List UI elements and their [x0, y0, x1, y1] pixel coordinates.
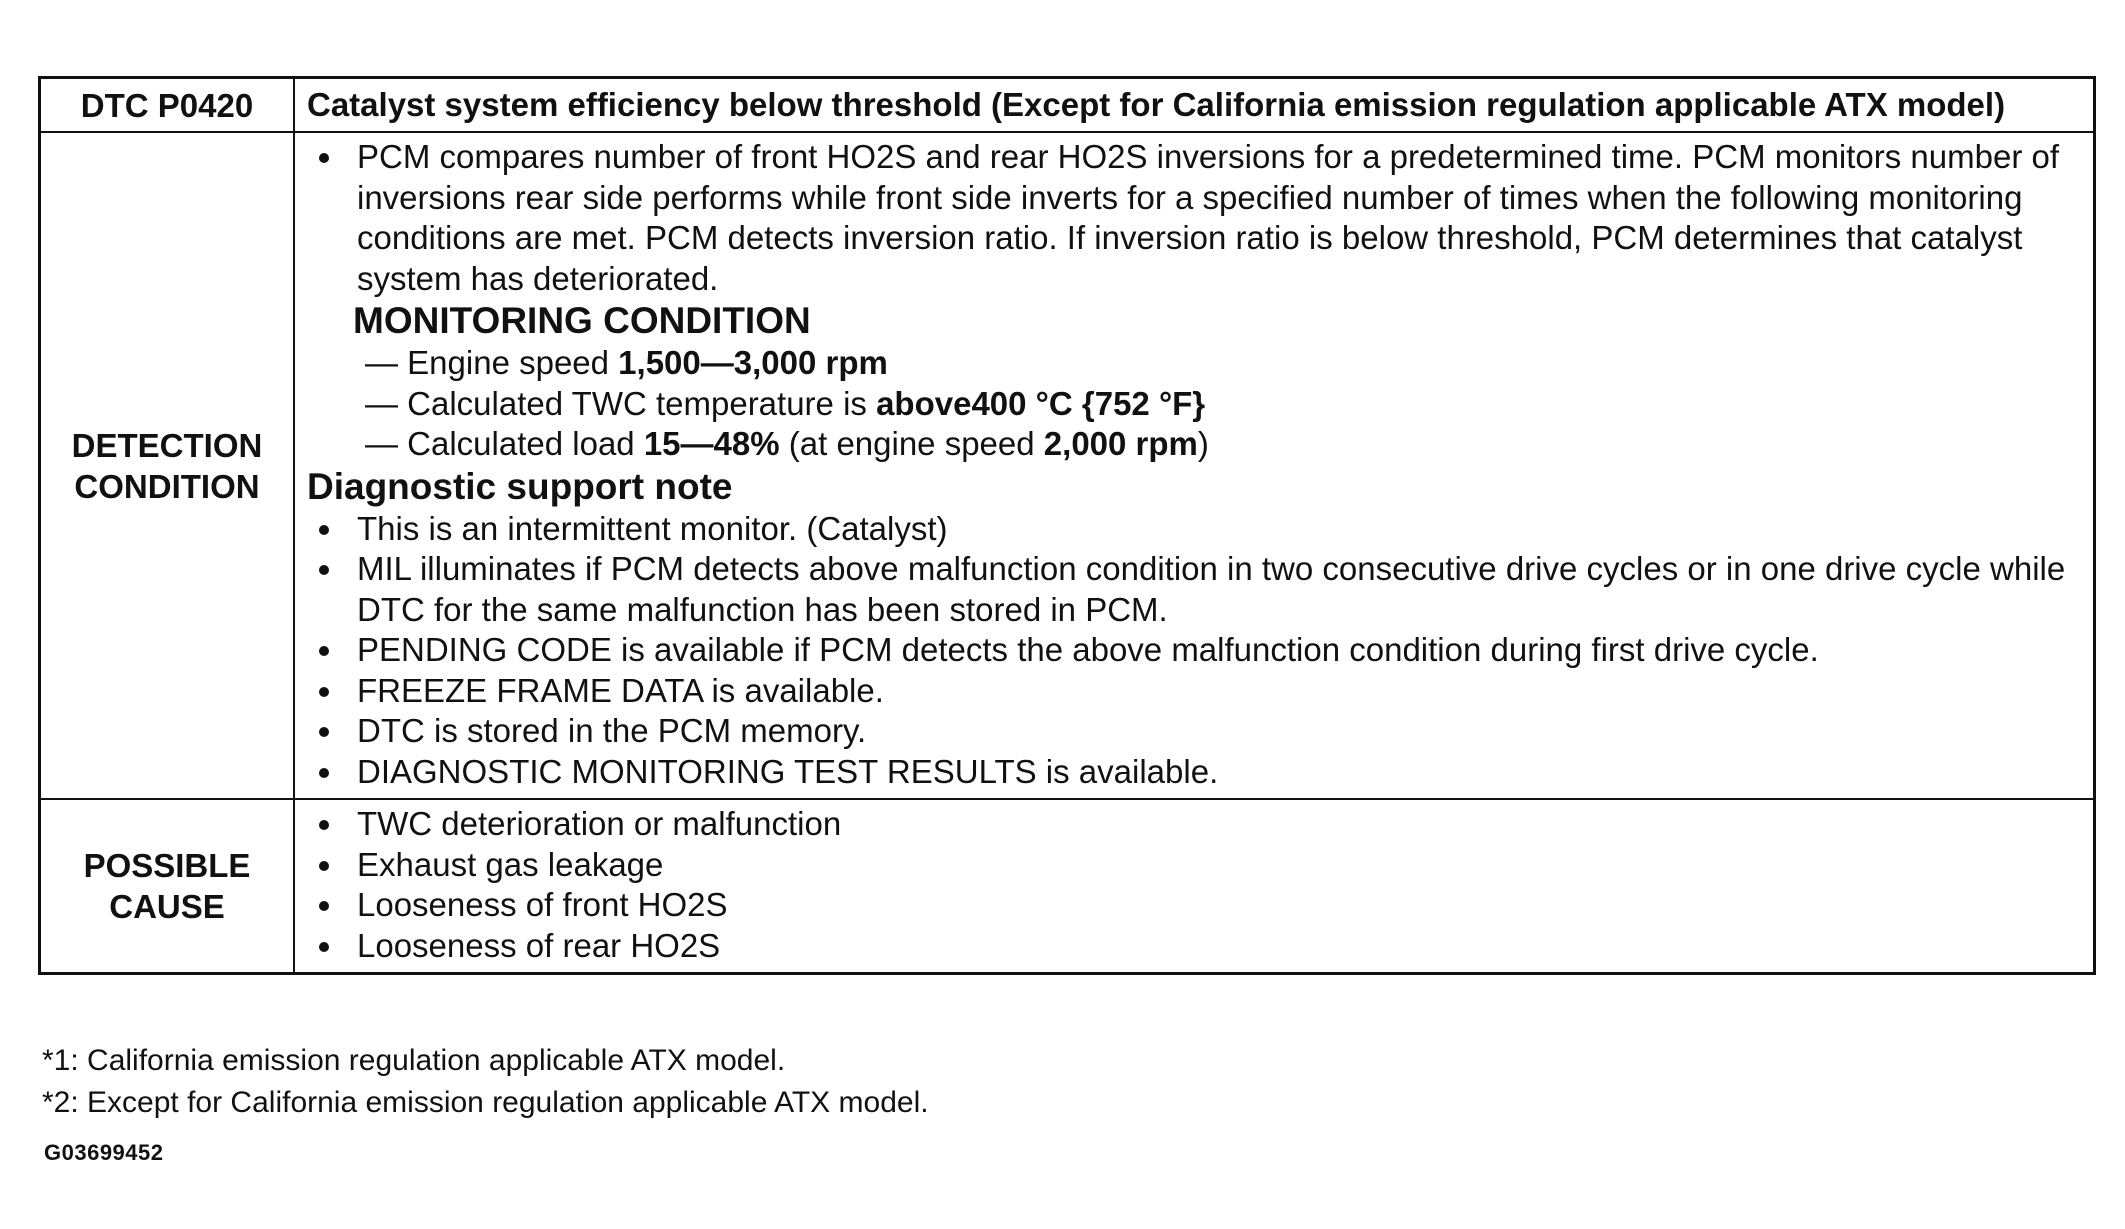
possible-cause-label: POSSIBLE CAUSE — [40, 799, 295, 974]
possible-cause-content — [294, 799, 2095, 974]
support-note-heading: Diagnostic support note — [307, 465, 733, 507]
dtc-code: DTC P0420 — [80, 86, 254, 124]
support-note-item: PENDING CODE is available if PCM detects the above malfunction condition during first drive cycle. — [307, 630, 2079, 671]
figure-id: G03699452 — [44, 1140, 164, 1165]
monitoring-line-load: — Calculated load 15—48% (at engine speed 2,000 rpm) — [365, 425, 1209, 462]
dtc-code-cell — [40, 78, 295, 133]
cause-item: TWC deterioration or malfunction — [307, 804, 2079, 845]
support-note-item: DTC is stored in the PCM memory. — [307, 711, 2079, 752]
dtc-sheet — [38, 76, 2096, 975]
monitoring-line-engine-speed: — Engine speed 1,500—3,000 rpm — [365, 344, 888, 381]
detection-content — [294, 132, 2095, 799]
possible-cause-row — [40, 799, 2095, 974]
footnotes — [42, 1040, 929, 1124]
dtc-title: Catalyst system efficiency below threshold (Except for California emission regulation applicable ATX model) — [294, 78, 2095, 133]
monitoring-heading: MONITORING CONDITION — [353, 300, 811, 341]
dtc-table — [38, 76, 2096, 975]
support-note-item: DIAGNOSTIC MONITORING TEST RESULTS is available. — [307, 752, 2079, 793]
support-note-item: FREEZE FRAME DATA is available. — [307, 671, 2079, 712]
support-note-list — [307, 509, 2079, 793]
support-note-item: MIL illuminates if PCM detects above malfunction condition in two consecutive drive cycles or in one drive cycle while DTC for the same malfunction has been stored in PCM. — [307, 549, 2079, 630]
detection-row — [40, 132, 2095, 799]
detection-label: DETECTION CONDITION — [40, 132, 295, 799]
footnote-1: *1: California emission regulation applicable ATX model. — [42, 1044, 786, 1077]
cause-item: Exhaust gas leakage — [307, 845, 2079, 886]
monitoring-line-twc-temp: — Calculated TWC temperature is above400 °C {752 °F} — [365, 384, 1206, 422]
dtc-header-row — [40, 78, 2095, 133]
footnote-2: *2: Except for California emission regulation applicable ATX model. — [42, 1086, 929, 1119]
support-note-item: This is an intermittent monitor. (Catalyst) — [307, 509, 2079, 550]
detection-intro: PCM compares number of front HO2S and rear HO2S inversions for a predetermined time. PCM monitors number of inversions rear side performs while front side inverts for a specified number of times when the following monitoring conditions are met. PCM detects inversion ratio. If inversion ratio is below threshold, PCM determines that catalyst system has deteriorated. — [307, 137, 2079, 299]
cause-list — [307, 804, 2079, 966]
cause-item: Looseness of rear HO2S — [307, 926, 2079, 967]
detection-intro-list — [307, 137, 2079, 299]
cause-item: Looseness of front HO2S — [307, 885, 2079, 926]
